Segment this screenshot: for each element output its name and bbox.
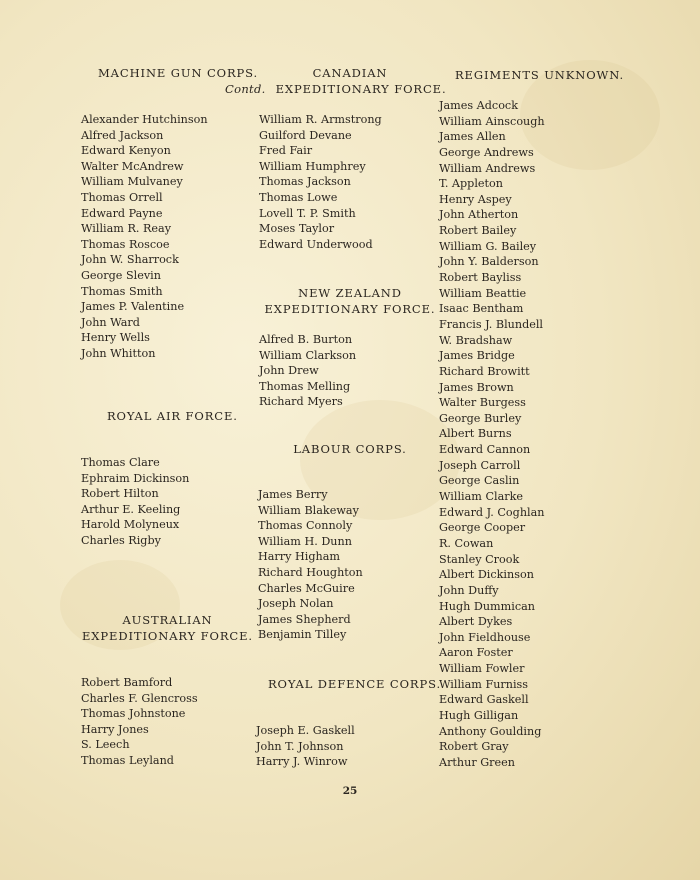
list-item: James Adcock (439, 99, 518, 112)
list-item: Alfred B. Burton (259, 333, 353, 346)
royal-defence-corps-heading: ROYAL DEFENCE CORPS. (268, 677, 442, 691)
list-item: Anthony Goulding (439, 724, 542, 738)
list-item: George Burley (439, 411, 522, 425)
list-item: Joseph E. Gaskell (256, 724, 355, 737)
australian-heading-line1: AUSTRALIAN (122, 613, 213, 627)
list-item: Edward Kenyon (81, 144, 171, 158)
list-item: R. Cowan (439, 536, 494, 550)
list-item: Harry Jones (81, 722, 149, 736)
list-item: Robert Bayliss (439, 271, 522, 285)
list-item: Thomas Smith (81, 284, 163, 298)
list-item: George Andrews (439, 145, 534, 159)
list-item: John Drew (259, 364, 319, 378)
list-item: Charles F. Glencross (81, 691, 198, 705)
list-item: William Humphrey (259, 159, 366, 173)
list-item: Edward Gaskell (439, 693, 529, 707)
canadian-heading-line1: CANADIAN (312, 66, 388, 80)
list-item: Henry Aspey (439, 192, 512, 206)
contd-label: Contd. (225, 82, 266, 96)
list-item: William Mulvaney (81, 175, 183, 189)
royal-air-force-heading: ROYAL AIR FORCE. (107, 409, 238, 423)
list-item: William Clarke (439, 490, 524, 504)
list-item: Thomas Orrell (81, 190, 163, 204)
list-item: James Shepherd (258, 612, 351, 626)
list-item: Thomas Roscoe (81, 237, 170, 251)
list-item: Albert Burns (439, 427, 512, 441)
labour-corps-heading: LABOUR CORPS. (293, 442, 407, 456)
list-item: Alexander Hutchinson (81, 113, 208, 126)
list-item: Edward Underwood (259, 237, 373, 251)
list-item: Joseph Nolan (258, 597, 334, 611)
list-item: Thomas Melling (259, 379, 351, 393)
list-item: Ephraim Dickinson (81, 471, 190, 485)
list-item: James Brown (439, 380, 514, 394)
list-item: Moses Taylor (259, 222, 335, 236)
list-item: Lovell T. P. Smith (259, 206, 356, 220)
australian-list (81, 675, 198, 769)
list-item: T. Appleton (439, 177, 503, 191)
list-item: W. Bradshaw (439, 333, 513, 347)
canadian-heading-text: EXPEDITIONARY FORCE. (275, 82, 447, 96)
list-item: Aaron Foster (439, 646, 513, 660)
list-item: William R. Reay (81, 222, 172, 236)
list-item: William Furniss (439, 677, 529, 691)
machine-gun-corps-list (81, 112, 208, 362)
list-item: John Duffy (439, 583, 499, 597)
list-item: Robert Bamford (81, 676, 173, 689)
list-item: Stanley Crook (439, 552, 520, 566)
list-item: James Bridge (439, 349, 515, 363)
list-item: Edward J. Coghlan (439, 505, 545, 519)
list-item: Richard Browitt (439, 364, 530, 378)
royal-air-force-list (81, 455, 189, 549)
labour-corps-list (258, 487, 363, 643)
list-item: Thomas Leyland (81, 753, 174, 767)
canadian-list (259, 112, 382, 252)
list-item: John Atherton (439, 208, 519, 222)
list-item: William Blakeway (258, 503, 359, 517)
list-item: Fred Fair (259, 144, 313, 158)
list-item: Charles Rigby (81, 533, 161, 547)
list-item: John Y. Balderson (439, 255, 539, 269)
list-item: Guilford Devane (259, 128, 352, 142)
list-item: Charles McGuire (258, 581, 355, 595)
list-item: George Slevin (81, 268, 161, 282)
list-item: Henry Wells (81, 331, 150, 345)
list-item: Harold Molyneux (81, 518, 180, 532)
list-item: Richard Houghton (258, 565, 363, 579)
list-item: William Andrews (439, 161, 536, 175)
list-item: Richard Myers (259, 395, 343, 409)
list-item: Edward Cannon (439, 443, 531, 457)
list-item: Edward Payne (81, 206, 163, 220)
list-item: Robert Gray (439, 740, 509, 754)
regiments-unknown-list (439, 98, 545, 771)
list-item: Joseph Carroll (439, 458, 521, 472)
list-item: Benjamin Tilley (258, 628, 347, 642)
list-item: Hugh Dummican (439, 599, 535, 613)
list-item: S. Leech (81, 738, 130, 752)
royal-defence-corps-list (256, 723, 355, 770)
list-item: George Caslin (439, 474, 520, 488)
list-item: Thomas Johnstone (81, 707, 186, 721)
list-item: William Fowler (439, 662, 525, 676)
new-zealand-heading-line1: NEW ZEALAND (298, 286, 402, 300)
list-item: John Ward (81, 315, 140, 329)
list-item: Albert Dykes (439, 615, 513, 629)
list-item: Robert Hilton (81, 487, 159, 501)
new-zealand-heading-line2: EXPEDITIONARY FORCE. (264, 302, 436, 316)
list-item: James Berry (258, 488, 328, 501)
list-item: Robert Bailey (439, 224, 517, 238)
list-item: Harry J. Winrow (256, 755, 348, 769)
machine-gun-corps-heading: MACHINE GUN CORPS. (98, 66, 259, 80)
list-item: Isaac Bentham (439, 302, 524, 316)
list-item: Harry Higham (258, 550, 340, 564)
list-item: William R. Armstrong (259, 113, 382, 126)
page-number: 25 (342, 785, 358, 797)
list-item: William H. Dunn (258, 534, 352, 548)
list-item: William Ainscough (439, 114, 545, 128)
list-item: John Fieldhouse (439, 630, 531, 644)
regiments-unknown-heading: REGIMENTS UNKNOWN. (455, 68, 625, 82)
list-item: John T. Johnson (256, 739, 344, 753)
list-item: James P. Valentine (81, 300, 185, 314)
list-item: James Allen (439, 130, 506, 144)
list-item: Arthur Green (439, 755, 515, 769)
list-item: John Whitton (81, 346, 156, 360)
list-item: Arthur E. Keeling (81, 502, 181, 516)
list-item: Walter McAndrew (81, 159, 184, 173)
list-item: Alfred Jackson (81, 128, 164, 142)
list-item: Thomas Lowe (259, 190, 338, 204)
list-item: Walter Burgess (439, 396, 526, 410)
list-item: William Beattie (439, 286, 527, 300)
list-item: Thomas Clare (81, 456, 160, 469)
list-item: George Cooper (439, 521, 526, 535)
new-zealand-list (259, 332, 356, 410)
list-item: William G. Bailey (439, 239, 537, 253)
list-item: William Clarkson (259, 348, 357, 362)
list-item: Thomas Connoly (258, 519, 353, 533)
list-item: Thomas Jackson (259, 175, 351, 189)
list-item: John W. Sharrock (81, 253, 179, 267)
canadian-heading-line2 (225, 81, 447, 97)
australian-heading-line2: EXPEDITIONARY FORCE. (82, 629, 253, 643)
list-item: Hugh Gilligan (439, 708, 519, 722)
list-item: Albert Dickinson (439, 568, 534, 582)
list-item: Francis J. Blundell (439, 317, 544, 331)
